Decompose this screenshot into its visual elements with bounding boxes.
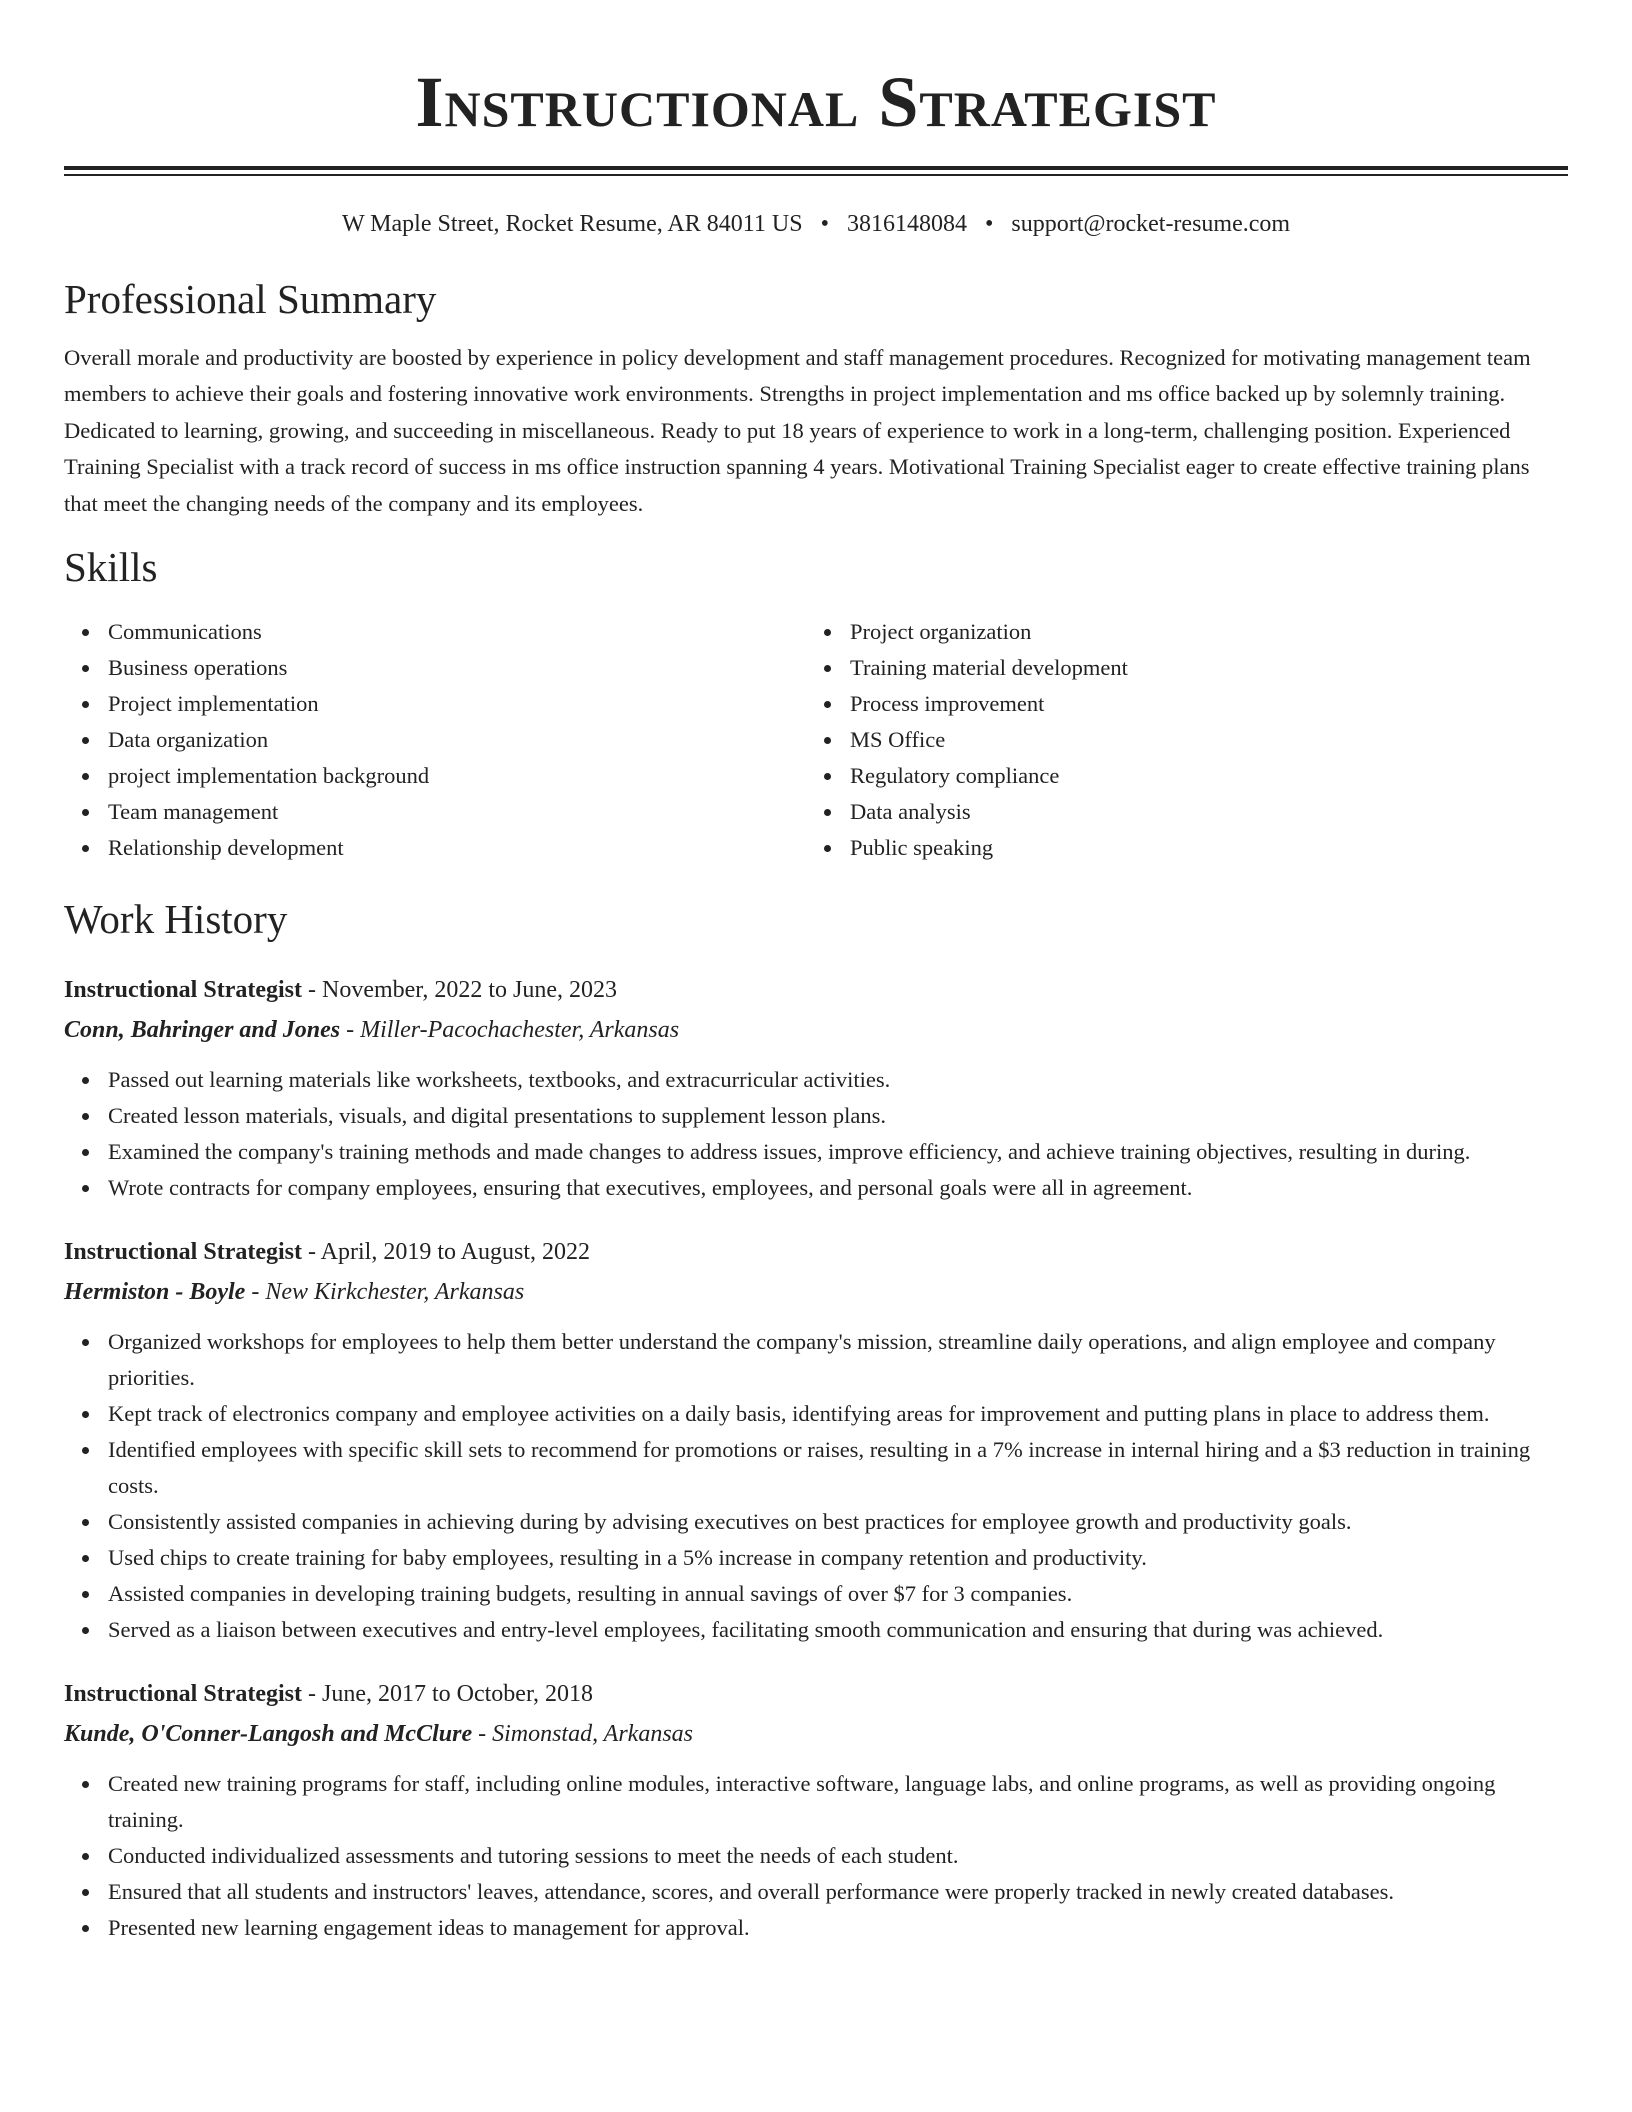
job-company-line bbox=[64, 1010, 1568, 1050]
header-divider-thin bbox=[64, 174, 1568, 176]
skill-item: Training material development bbox=[806, 650, 1548, 686]
job-entry bbox=[64, 1232, 1568, 1648]
job-bullet: Identified employees with specific skill sets to recommend for promotions or raises, resulting in a 7% increase in internal hiring and a $3 reduction in training costs. bbox=[64, 1432, 1568, 1504]
contact-line bbox=[64, 208, 1568, 240]
job-bullet: Passed out learning materials like worksheets, textbooks, and extracurricular activities. bbox=[64, 1062, 1568, 1098]
work-history-list bbox=[64, 970, 1568, 1946]
header-divider-thick bbox=[64, 166, 1568, 170]
job-dates: April, 2019 to August, 2022 bbox=[320, 1239, 590, 1266]
skill-item: Communications bbox=[64, 614, 806, 650]
job-dash: - bbox=[245, 1279, 266, 1306]
job-bullet: Ensured that all students and instructors' leaves, attendance, scores, and overall performance were properly tracked in newly created databases. bbox=[64, 1874, 1568, 1910]
skill-item: Project organization bbox=[806, 614, 1548, 650]
skill-item: Data organization bbox=[64, 722, 806, 758]
job-bullet: Used chips to create training for baby employees, resulting in a 5% increase in company retention and productivity. bbox=[64, 1540, 1568, 1576]
job-bullet: Presented new learning engagement ideas to management for approval. bbox=[64, 1910, 1568, 1946]
summary-text: Overall morale and productivity are boosted by experience in policy development and staff management procedures. Recognized for motivating management team members to achieve their goals and fostering innovative work environments. Strengths in project implementation and ms office backed up by solemnly training. Dedicated to learning, growing, and succeeding in miscellaneous. Ready to put 18 years of experience to work in a long-term, challenging position. Experienced Training Specialist with a track record of success in ms office instruction spanning 4 years. Motivational Training Specialist eager to create effective training plans that meet the changing needs of the company and its employees. bbox=[64, 345, 1531, 516]
summary-heading: Professional Summary bbox=[64, 276, 437, 322]
job-bullets bbox=[64, 1766, 1568, 1946]
job-bullet: Examined the company's training methods and made changes to address issues, improve efficiency, and achieve training objectives, resulting in during. bbox=[64, 1134, 1568, 1170]
job-dash: - bbox=[301, 977, 322, 1004]
job-bullet: Kept track of electronics company and employee activities on a daily basis, identifying areas for improvement and putting plans in place to address them. bbox=[64, 1396, 1568, 1432]
skill-item: Public speaking bbox=[806, 830, 1548, 866]
job-company-name: Kunde, O'Conner-Langosh and McClure bbox=[64, 1721, 473, 1748]
skill-item: Regulatory compliance bbox=[806, 758, 1548, 794]
job-location: Miller-Pacochachester, Arkansas bbox=[360, 1017, 680, 1044]
skill-item: Process improvement bbox=[806, 686, 1548, 722]
job-bullet: Organized workshops for employees to help them better understand the company's mission, streamline daily operations, and align employee and company priorities. bbox=[64, 1324, 1568, 1396]
skill-item: Relationship development bbox=[64, 830, 806, 866]
skills-column-left bbox=[64, 614, 806, 866]
contact-separator: • bbox=[984, 211, 994, 237]
job-role: Instructional Strategist bbox=[64, 1681, 302, 1708]
job-dash: - bbox=[301, 1681, 322, 1708]
job-dash: - bbox=[472, 1721, 493, 1748]
job-entry bbox=[64, 1674, 1568, 1946]
job-company-name: Conn, Bahringer and Jones bbox=[64, 1017, 341, 1044]
job-bullet: Created lesson materials, visuals, and digital presentations to supplement lesson plans. bbox=[64, 1098, 1568, 1134]
job-title-line bbox=[64, 970, 1568, 1010]
resume-name: Instructional Strategist bbox=[415, 62, 1217, 142]
skills-column-right bbox=[806, 614, 1548, 866]
skills-heading: Skills bbox=[64, 544, 158, 591]
skills-list bbox=[64, 614, 1568, 866]
job-bullet: Assisted companies in developing training budgets, resulting in annual savings of over $7 for 3 companies. bbox=[64, 1576, 1568, 1612]
job-location: New Kirkchester, Arkansas bbox=[265, 1279, 525, 1306]
job-role: Instructional Strategist bbox=[64, 1239, 302, 1266]
skill-item: MS Office bbox=[806, 722, 1548, 758]
job-dates: June, 2017 to October, 2018 bbox=[321, 1681, 593, 1708]
job-title-line bbox=[64, 1232, 1568, 1272]
job-bullet: Wrote contracts for company employees, ensuring that executives, employees, and personal goals were all in agreement. bbox=[64, 1170, 1568, 1206]
job-bullet: Created new training programs for staff, including online modules, interactive software, language labs, and online programs, as well as providing ongoing training. bbox=[64, 1766, 1568, 1838]
job-bullet: Conducted individualized assessments and tutoring sessions to meet the needs of each student. bbox=[64, 1838, 1568, 1874]
job-bullet: Served as a liaison between executives and entry-level employees, facilitating smooth communication and ensuring that during was achieved. bbox=[64, 1612, 1568, 1648]
skill-item: Data analysis bbox=[806, 794, 1548, 830]
job-dates: November, 2022 to June, 2023 bbox=[321, 977, 617, 1004]
job-role: Instructional Strategist bbox=[64, 977, 302, 1004]
job-title-line bbox=[64, 1674, 1568, 1714]
job-dash: - bbox=[340, 1017, 361, 1044]
skill-item: Team management bbox=[64, 794, 806, 830]
job-dash: - bbox=[301, 1239, 321, 1266]
skill-item: Business operations bbox=[64, 650, 806, 686]
job-company-line bbox=[64, 1272, 1568, 1312]
job-company-line bbox=[64, 1714, 1568, 1754]
contact-separator: • bbox=[820, 211, 829, 237]
job-entry bbox=[64, 970, 1568, 1206]
job-bullets bbox=[64, 1324, 1568, 1648]
job-company-name: Hermiston - Boyle bbox=[64, 1279, 246, 1306]
contact-address: W Maple Street, Rocket Resume, AR 84011 US bbox=[341, 211, 803, 237]
job-bullets bbox=[64, 1062, 1568, 1206]
contact-phone: 3816148084 bbox=[846, 211, 967, 237]
work-history-heading: Work History bbox=[64, 896, 288, 943]
job-bullet: Consistently assisted companies in achieving during by advising executives on best practices for employee growth and productivity goals. bbox=[64, 1504, 1568, 1540]
job-location: Simonstad, Arkansas bbox=[492, 1721, 693, 1748]
skill-item: Project implementation bbox=[64, 686, 806, 722]
contact-email: support@rocket-resume.com bbox=[1011, 211, 1291, 237]
skill-item: project implementation background bbox=[64, 758, 806, 794]
